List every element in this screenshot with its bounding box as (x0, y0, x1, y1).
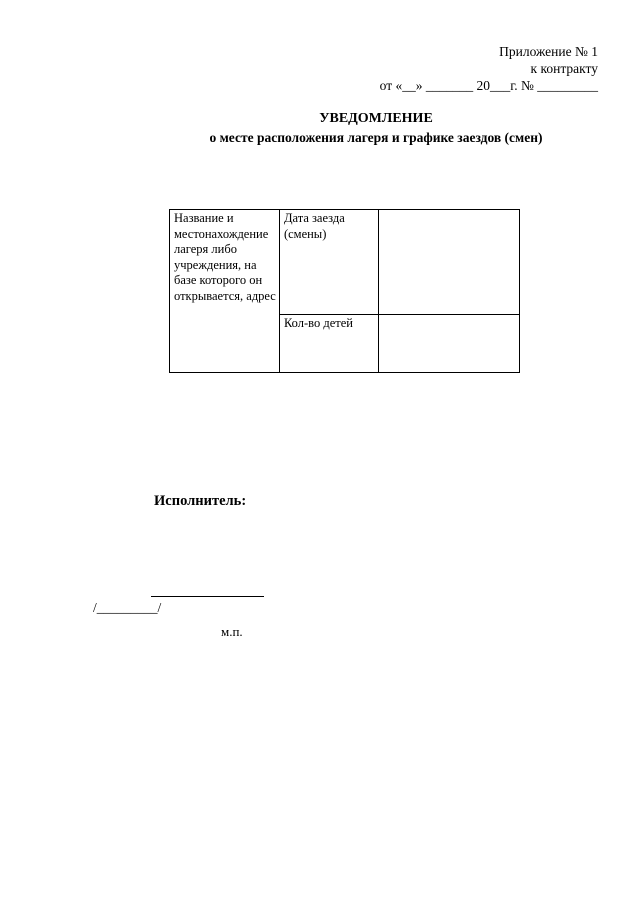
children-count-value (378, 315, 519, 373)
appendix-title: Приложение № 1 (499, 44, 598, 59)
signature-line (151, 596, 264, 597)
stamp-label: м.п. (221, 624, 243, 639)
signature-name-placeholder: /_________/ (93, 600, 162, 615)
document-title: УВЕДОМЛЕНИЕ (319, 111, 433, 126)
table-row (170, 210, 520, 315)
appendix-contract: к контракту (530, 61, 598, 76)
arrival-date-header: Дата заезда (смены) (279, 210, 378, 315)
document-subtitle: о месте расположения лагеря и графике заездов (смен) (209, 130, 543, 145)
arrival-date-value (378, 210, 519, 315)
camp-name-header: Название и местонахождение лагеря либо учреждения, на базе которого он открывается, адрес (170, 210, 280, 373)
executor-label: Исполнитель: (154, 493, 247, 509)
appendix-date-line: от «__» _______ 20___г. № _________ (379, 78, 598, 93)
children-count-header: Кол-во детей (279, 315, 378, 373)
schedule-table (169, 209, 520, 373)
